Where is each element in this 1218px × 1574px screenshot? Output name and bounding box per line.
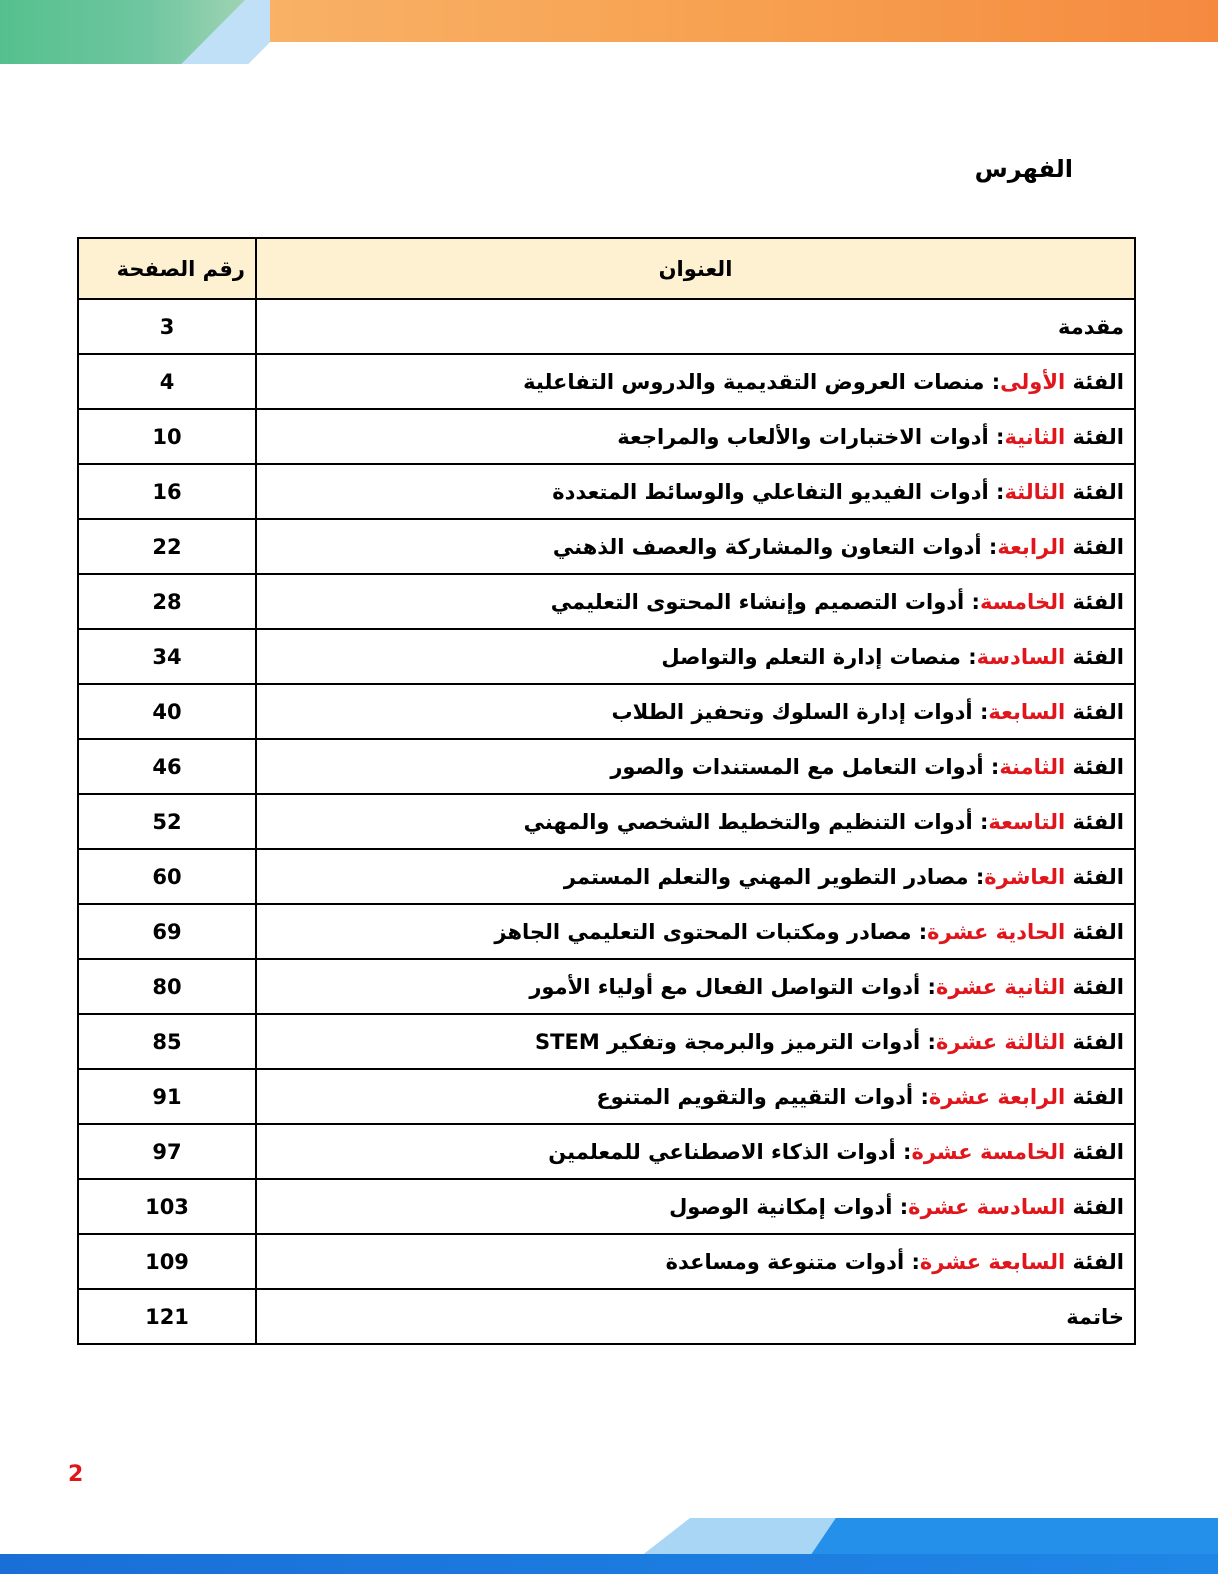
toc-row	[78, 684, 1135, 739]
toc-row	[78, 739, 1135, 794]
toc-title-cell	[256, 574, 1135, 629]
toc-row	[78, 794, 1135, 849]
toc-entry-separator: :	[920, 1029, 936, 1054]
toc-entry-separator: :	[960, 644, 977, 669]
toc-entry-prefix: الفئة	[1065, 369, 1124, 394]
toc-entry-prefix: الفئة	[1065, 864, 1124, 889]
toc-page-cell: 34	[78, 629, 256, 684]
toc-header-row	[78, 238, 1135, 299]
toc-entry-ordinal: السادسة	[976, 644, 1066, 669]
toc-page-cell: 46	[78, 739, 256, 794]
toc-entry-topic: منصات إدارة التعلم والتواصل	[661, 644, 961, 669]
toc-page-cell: 28	[78, 574, 256, 629]
toc-entry-ordinal: الرابعة عشرة	[928, 1084, 1066, 1109]
toc-entry-ordinal: التاسعة	[988, 809, 1066, 834]
toc-entry-separator: :	[983, 754, 1000, 779]
toc-page-cell: 60	[78, 849, 256, 904]
toc-entry-topic: أدوات إمكانية الوصول	[669, 1194, 893, 1219]
toc-title-cell	[256, 299, 1135, 354]
toc-entry-ordinal: الخامسة عشرة	[911, 1139, 1066, 1164]
toc-entry-ordinal: السابعة عشرة	[919, 1249, 1066, 1274]
toc-page-cell: 4	[78, 354, 256, 409]
toc-entry-ordinal: الثالثة	[1004, 479, 1066, 504]
bottom-blue-stripe	[0, 1554, 1218, 1574]
top-orange-stripe	[200, 0, 1218, 42]
toc-row	[78, 1234, 1135, 1289]
toc-entry-separator: :	[968, 864, 985, 889]
toc-entry-ordinal: الثامنة	[999, 754, 1066, 779]
toc-entry-title: مقدمة	[1058, 314, 1124, 339]
toc-title-cell	[256, 464, 1135, 519]
toc-entry-prefix: الفئة	[1065, 479, 1124, 504]
bottom-banner	[0, 1514, 1218, 1574]
toc-entry-separator: :	[988, 424, 1005, 449]
toc-entry-ordinal: الثانية	[1004, 424, 1066, 449]
toc-page-cell: 97	[78, 1124, 256, 1179]
toc-row	[78, 1179, 1135, 1234]
toc-title-cell	[256, 739, 1135, 794]
toc-page-cell: 103	[78, 1179, 256, 1234]
toc-page-cell: 52	[78, 794, 256, 849]
toc-table	[77, 237, 1136, 1345]
toc-entry-topic: أدوات الترميز والبرمجة وتفكير STEM	[535, 1029, 921, 1054]
toc-entry-prefix: الفئة	[1065, 1194, 1124, 1219]
toc-page-cell: 22	[78, 519, 256, 574]
toc-entry-topic: أدوات متنوعة ومساعدة	[665, 1249, 905, 1274]
toc-entry-separator: :	[920, 974, 936, 999]
toc-entry-topic: أدوات التصميم وإنشاء المحتوى التعليمي	[550, 589, 965, 614]
toc-title-cell	[256, 1014, 1135, 1069]
toc-entry-separator: :	[984, 369, 1001, 394]
toc-page-cell: 10	[78, 409, 256, 464]
toc-title-cell	[256, 629, 1135, 684]
toc-entry-topic: مصادر ومكتبات المحتوى التعليمي الجاهز	[494, 919, 912, 944]
toc-row	[78, 1289, 1135, 1344]
toc-title-cell	[256, 959, 1135, 1014]
toc-row	[78, 1069, 1135, 1124]
toc-title-cell	[256, 904, 1135, 959]
toc-entry-prefix: الفئة	[1065, 809, 1124, 834]
toc-entry-separator: :	[895, 1139, 912, 1164]
toc-entry-separator: :	[964, 589, 980, 614]
toc-entry-ordinal: السابعة	[988, 699, 1066, 724]
toc-entry-separator: :	[972, 809, 989, 834]
toc-page-cell: 40	[78, 684, 256, 739]
header-title: العنوان	[256, 238, 1135, 299]
toc-page-cell: 109	[78, 1234, 256, 1289]
toc-entry-separator: :	[981, 534, 998, 559]
toc-entry-prefix: الفئة	[1065, 424, 1124, 449]
toc-page-cell: 16	[78, 464, 256, 519]
toc-entry-topic: أدوات الذكاء الاصطناعي للمعلمين	[548, 1139, 896, 1164]
toc-row	[78, 1014, 1135, 1069]
toc-entry-topic: أدوات التعاون والمشاركة والعصف الذهني	[552, 534, 982, 559]
toc-title-cell	[256, 1179, 1135, 1234]
toc-entry-separator: :	[904, 1249, 920, 1274]
toc-entry-topic: أدوات التقييم والتقويم المتنوع	[596, 1084, 914, 1109]
toc-entry-prefix: الفئة	[1065, 644, 1124, 669]
toc-entry-topic: أدوات إدارة السلوك وتحفيز الطلاب	[611, 699, 973, 724]
toc-row	[78, 354, 1135, 409]
toc-entry-prefix: الفئة	[1065, 1249, 1124, 1274]
toc-entry-topic: منصات العروض التقديمية والدروس التفاعلية	[523, 369, 985, 394]
toc-title-cell	[256, 1069, 1135, 1124]
toc-row	[78, 519, 1135, 574]
toc-entry-topic: أدوات التعامل مع المستندات والصور	[610, 754, 984, 779]
toc-row	[78, 904, 1135, 959]
toc-title-cell	[256, 1289, 1135, 1344]
toc-entry-prefix: الفئة	[1065, 754, 1124, 779]
toc-entry-prefix: الفئة	[1065, 974, 1124, 999]
toc-title-cell	[256, 849, 1135, 904]
toc-title-cell	[256, 684, 1135, 739]
toc-title-cell	[256, 519, 1135, 574]
toc-page-cell: 80	[78, 959, 256, 1014]
toc-row	[78, 1124, 1135, 1179]
header-page: رقم الصفحة	[78, 238, 256, 299]
toc-entry-prefix: الفئة	[1065, 919, 1124, 944]
page-number: 2	[68, 1462, 84, 1487]
toc-entry-ordinal: الثانية عشرة	[935, 974, 1066, 999]
toc-title-cell	[256, 794, 1135, 849]
toc-entry-prefix: الفئة	[1065, 1139, 1124, 1164]
toc-title-cell	[256, 1234, 1135, 1289]
top-banner	[0, 0, 1218, 70]
toc-entry-prefix: الفئة	[1065, 699, 1124, 724]
toc-entry-separator: :	[892, 1194, 909, 1219]
toc-page-cell: 85	[78, 1014, 256, 1069]
page-title: الفهرس	[974, 155, 1073, 183]
toc-entry-topic: أدوات التواصل الفعال مع أولياء الأمور	[529, 974, 921, 999]
toc-body	[78, 299, 1135, 1344]
toc-entry-separator: :	[988, 479, 1005, 504]
toc-title-cell	[256, 354, 1135, 409]
toc-title-cell	[256, 409, 1135, 464]
toc-page-cell: 3	[78, 299, 256, 354]
toc-entry-ordinal: الخامسة	[979, 589, 1066, 614]
toc-entry-separator: :	[913, 1084, 929, 1109]
toc-page-cell: 121	[78, 1289, 256, 1344]
toc-entry-title: خاتمة	[1066, 1304, 1124, 1329]
toc-entry-ordinal: الأولى	[1000, 369, 1066, 394]
toc-row	[78, 299, 1135, 354]
toc-entry-prefix: الفئة	[1065, 1029, 1124, 1054]
toc-row	[78, 629, 1135, 684]
toc-entry-prefix: الفئة	[1065, 1084, 1124, 1109]
toc-entry-prefix: الفئة	[1065, 589, 1124, 614]
toc-entry-separator: :	[911, 919, 928, 944]
toc-entry-ordinal: الحادية عشرة	[927, 919, 1066, 944]
toc-entry-separator: :	[972, 699, 989, 724]
toc-entry-ordinal: الرابعة	[997, 534, 1066, 559]
toc-title-cell	[256, 1124, 1135, 1179]
toc-entry-topic: مصادر التطوير المهني والتعلم المستمر	[563, 864, 969, 889]
toc-page-cell: 91	[78, 1069, 256, 1124]
toc-entry-topic: أدوات الفيديو التفاعلي والوسائط المتعددة	[552, 479, 989, 504]
toc-entry-ordinal: العاشرة	[984, 864, 1066, 889]
toc-entry-prefix: الفئة	[1065, 534, 1124, 559]
toc-row	[78, 409, 1135, 464]
toc-page-cell: 69	[78, 904, 256, 959]
toc-entry-topic: أدوات التنظيم والتخطيط الشخصي والمهني	[523, 809, 973, 834]
toc-entry-ordinal: السادسة عشرة	[908, 1194, 1066, 1219]
toc-row	[78, 464, 1135, 519]
toc-entry-ordinal: الثالثة عشرة	[935, 1029, 1066, 1054]
toc-row	[78, 959, 1135, 1014]
toc-entry-topic: أدوات الاختبارات والألعاب والمراجعة	[617, 424, 989, 449]
toc-row	[78, 849, 1135, 904]
toc-row	[78, 574, 1135, 629]
